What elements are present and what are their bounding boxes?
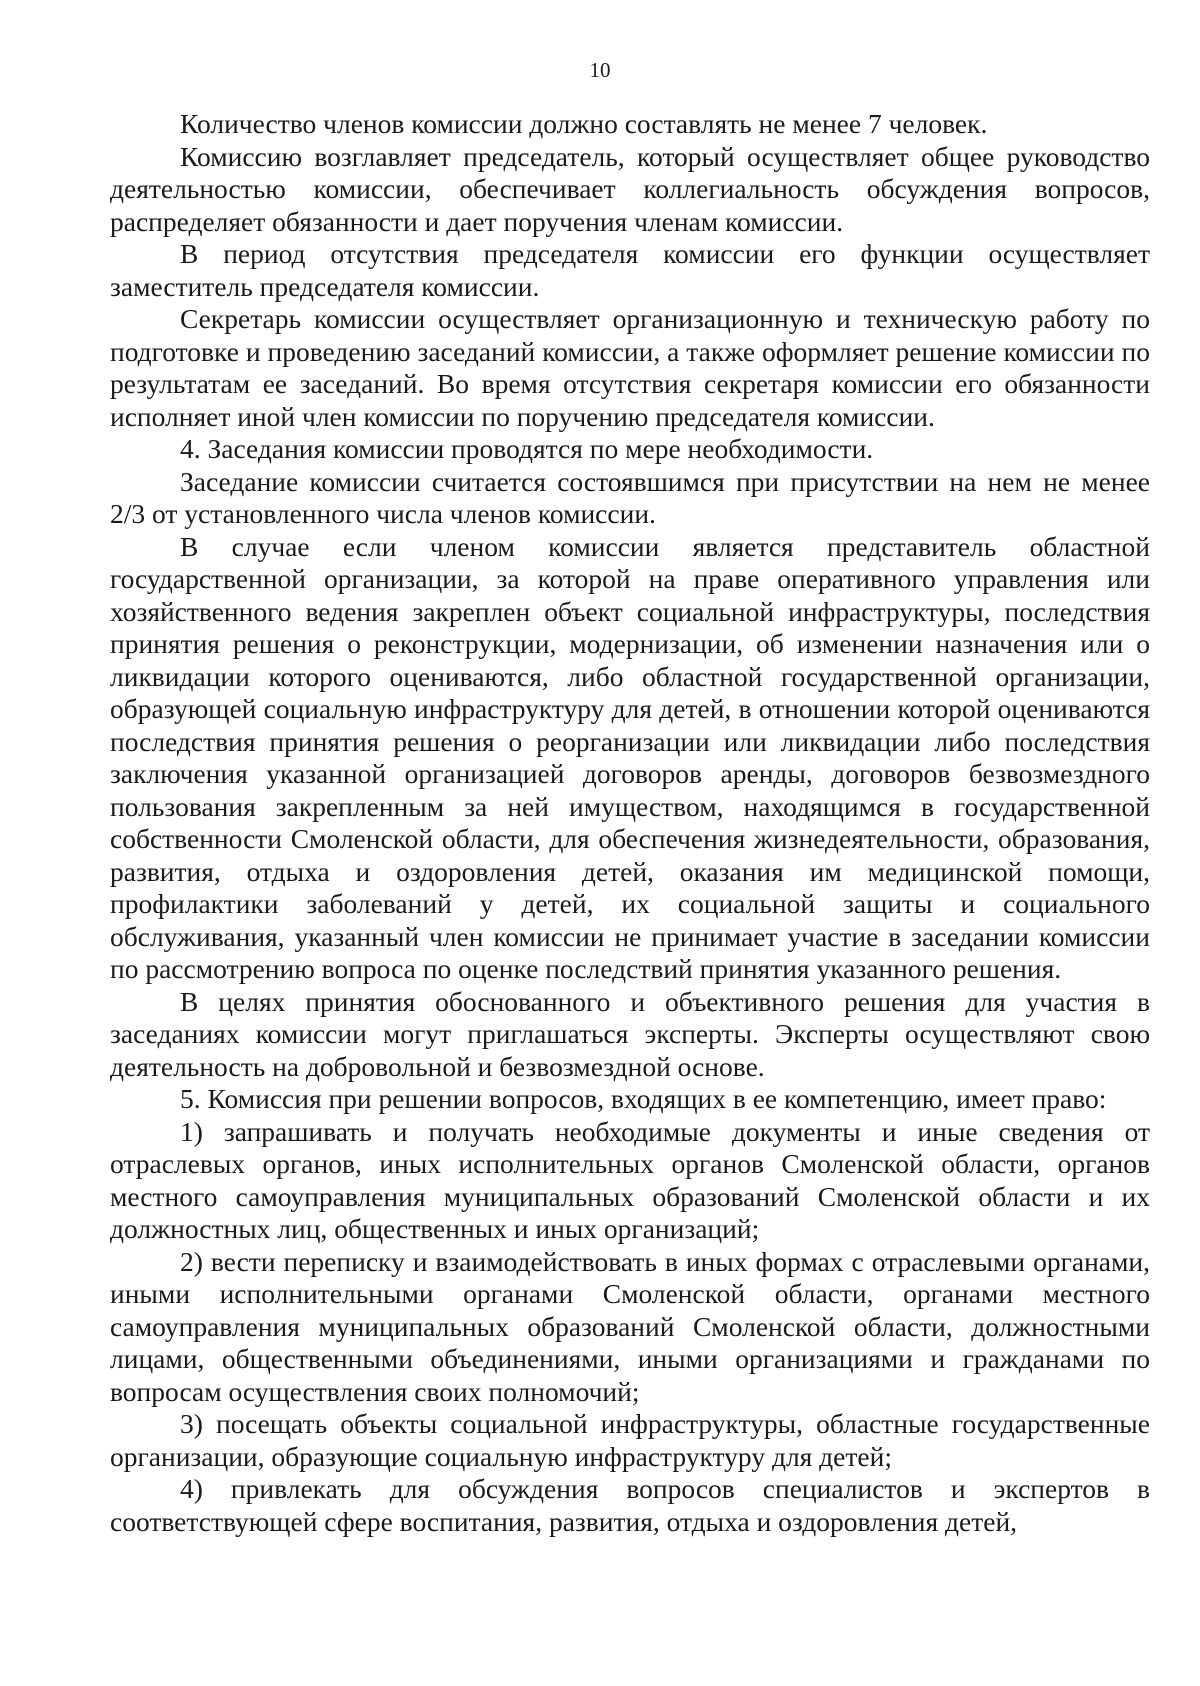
paragraph-section-5: 5. Комиссия при решении вопросов, входящих в ее компетенцию, имеет право: bbox=[180, 1083, 1107, 1114]
paragraph-secretary: Секретарь комиссии осуществляет организационную и техническую работу по подготовке и проведению заседаний комиссии, а также оформляет решение комиссии по результатам ее заседаний. Во время отсутствия секретаря комиссии его обязанности исполняет иной член комиссии по поручению председателя комиссии. bbox=[110, 303, 1150, 432]
list-item-3: 3) посещать объекты социальной инфраструктуры, областные государственные организации, образующие социальную инфраструктуру для детей; bbox=[110, 1408, 1150, 1472]
paragraph-deputy-chairman: В период отсутствия председателя комиссии его функции осуществляет заместитель председателя комиссии. bbox=[110, 238, 1150, 302]
paragraph-quorum: Заседание комиссии считается состоявшимся при присутствии на нем не менее 2/3 от установленного числа членов комиссии. bbox=[110, 465, 1150, 529]
paragraph-members-count: Количество членов комиссии должно составлять не менее 7 человек. bbox=[180, 108, 988, 139]
page-number: 10 bbox=[589, 58, 611, 82]
paragraph-experts: В целях принятия обоснованного и объективного решения для участия в заседаниях комиссии могут приглашаться эксперты. Эксперты осуществляют свою деятельность на добровольной и безвозмездной основе. bbox=[110, 985, 1150, 1082]
document-body bbox=[110, 108, 1150, 1538]
list-item-1: 1) запрашивать и получать необходимые документы и иные сведения от отраслевых органов, иных исполнительных органов Смоленской области, органов местного самоуправления муниципальных образований Смоленской области и их должностных лиц, общественных и иных организаций; bbox=[110, 1115, 1150, 1244]
paragraph-section-4: 4. Заседания комиссии проводятся по мере необходимости. bbox=[180, 433, 874, 464]
list-item-4: 4) привлекать для обсуждения вопросов специалистов и экспертов в соответствующей сфере воспитания, развития, отдыха и оздоровления детей, bbox=[110, 1473, 1150, 1537]
paragraph-chairman: Комиссию возглавляет председатель, который осуществляет общее руководство деятельностью комиссии, обеспечивает коллегиальность обсуждения вопросов, распределяет обязанности и дает поручения членам комиссии. bbox=[110, 140, 1150, 237]
paragraph-conflict-of-interest: В случае если членом комиссии является представитель областной государственной организации, за которой на праве оперативного управления или хозяйственного ведения закреплен объект социальной инфраструктуры, последствия принятия решения о реконструкции, модернизации, об изменении назначения или о ликвидации которого оцениваются, либо областной государственной организации, образующей социальную инфраструктуру для детей, в отношении которой оцениваются последствия принятия решения о реорганизации или ликвидации либо последствия заключения указанной организацией договоров аренды, договоров безвозмездного пользования закрепленным за ней имуществом, находящимся в государственной собственности Смоленской области, для обеспечения жизнедеятельности, образования, развития, отдыха и оздоровления детей, оказания им медицинской помощи, профилактики заболеваний у детей, их социальной защиты и социального обслуживания, указанный член комиссии не принимает участие в заседании комиссии по рассмотрению вопроса по оценке последствий принятия указанного решения. bbox=[110, 530, 1150, 984]
list-item-2: 2) вести переписку и взаимодействовать в иных формах с отраслевыми органами, иными исполнительными органами Смоленской области, органами местного самоуправления муниципальных образований Смоленской области, должностными лицами, общественными объединениями, иными организациями и гражданами по вопросам осуществления своих полномочий; bbox=[110, 1245, 1150, 1407]
